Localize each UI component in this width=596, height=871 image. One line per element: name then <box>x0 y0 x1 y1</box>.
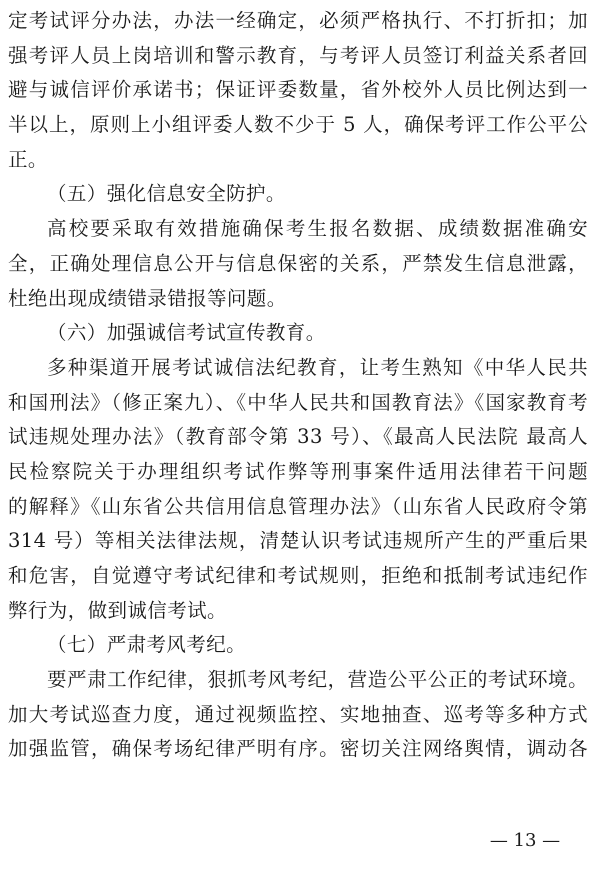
body-text-line: 314 号）等相关法律法规，清楚认识考试违规所产生的严重后果 <box>8 529 588 553</box>
body-text-line: 半以上，原则上小组评委人数不少于 5 人，确保考评工作公平公 <box>8 113 588 137</box>
body-text-line: 加大考试巡查力度，通过视频监控、实地抽查、巡考等多种方式 <box>8 702 588 726</box>
body-text-line: 杜绝出现成绩错录错报等问题。 <box>8 286 287 310</box>
body-text-line: 定考试评分办法，办法一经确定，必须严格执行、不打折扣；加 <box>8 9 588 32</box>
body-text-line: 试违规处理办法》（教育部令第 33 号）、《最高人民法院 最高人 <box>8 425 588 449</box>
body-text-line: 和国刑法》（修正案九）、《中华人民共和国教育法》《国家教育考 <box>8 390 588 414</box>
body-text-line: 多种渠道开展考试诚信法纪教育，让考生熟知《中华人民共 <box>47 355 588 379</box>
body-text-line: 正。 <box>8 147 48 171</box>
body-text-line: 要严肃工作纪律，狠抓考风考纪，营造公平公正的考试环境。 <box>47 668 588 692</box>
body-text-line: 弊行为，做到诚信考试。 <box>8 598 227 622</box>
body-text-line: 强考评人员上岗培训和警示教育，与考评人员签订利益关系者回 <box>8 43 588 67</box>
section-heading: （五）强化信息安全防护。 <box>47 182 286 206</box>
body-text-line: 加强监管，确保考场纪律严明有序。密切关注网络舆情，调动各 <box>8 737 588 761</box>
body-text-line: 民检察院关于办理组织考试作弊等刑事案件适用法律若干问题 <box>8 459 588 483</box>
document-page <box>8 4 588 767</box>
page-number: — 13 — <box>489 830 561 851</box>
body-text-line: 和危害，自觉遵守考试纪律和考试规则，拒绝和抵制考试违纪作 <box>8 564 588 587</box>
body-text-line: 高校要采取有效措施确保考生报名数据、成绩数据准确安 <box>47 217 588 241</box>
section-heading: （七）严肃考风考纪。 <box>47 633 247 657</box>
body-text-line: 全，正确处理信息公开与信息保密的关系，严禁发生信息泄露， <box>8 251 588 275</box>
body-text-line: 的解释》《山东省公共信用信息管理办法》（山东省人民政府令第 <box>8 494 588 518</box>
body-text-line: 避与诚信评价承诺书；保证评委数量，省外校外人员比例达到一 <box>8 78 588 102</box>
section-heading: （六）加强诚信考试宣传教育。 <box>47 321 326 345</box>
